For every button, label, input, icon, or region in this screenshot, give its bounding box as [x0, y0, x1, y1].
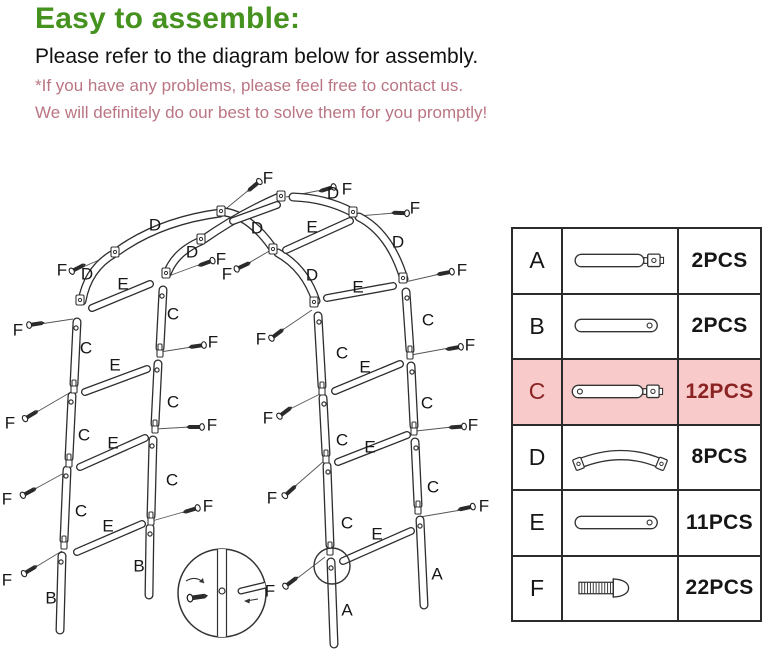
screw-icon [276, 404, 295, 420]
diagram-label-f: F [221, 264, 233, 284]
part-letter: D [513, 426, 563, 492]
screw-icon [186, 424, 204, 431]
screw-icon [26, 319, 45, 328]
diagram-label-f: F [206, 415, 218, 435]
parts-table-row-e [513, 491, 762, 557]
screw-icon [21, 408, 40, 423]
diagram-label-e: E [102, 516, 114, 536]
tube-with-hole-and-connector-icon [566, 371, 674, 413]
diagram-label-f: F [262, 168, 274, 188]
diagram-label-f: F [262, 408, 274, 428]
part-letter: B [513, 295, 563, 361]
diagram-label-b: B [45, 588, 57, 608]
parts-table-row-f [513, 557, 762, 623]
page-title: Easy to assemble: [35, 2, 301, 35]
diagram-label-f: F [266, 488, 278, 508]
diagram-label-f: F [456, 260, 468, 280]
diagram-label-c: C [74, 501, 88, 521]
diagram-label-e: E [371, 524, 383, 544]
diagram-label-e: E [107, 433, 119, 453]
note-line-2: We will definitely do our best to solve them for you promptly! [35, 103, 488, 122]
part-illustration [563, 557, 679, 623]
screw-icon [445, 343, 464, 353]
diagram-label-f: F [255, 329, 267, 349]
part-quantity: 2PCS [679, 295, 762, 361]
diagram-label-c: C [165, 470, 179, 490]
parts-table-row-d [513, 426, 762, 492]
diagram-label-f: F [202, 496, 214, 516]
part-letter: F [513, 557, 563, 623]
diagram-label-e: E [359, 357, 371, 377]
diagram-label-d: D [305, 265, 319, 285]
diagram-label-f: F [464, 335, 476, 355]
diagram-label-f: F [1, 570, 13, 590]
diagram-label-c: C [340, 513, 354, 533]
screw-icon [268, 326, 287, 342]
tube-with-connector-icon [566, 240, 674, 282]
diagram-label-e: E [352, 277, 364, 297]
diagram-label-f: F [207, 332, 219, 352]
assembly-diagram [0, 160, 505, 650]
diagram-label-d: D [80, 264, 94, 284]
screw-icon [457, 503, 476, 513]
diagram-label-c: C [335, 430, 349, 450]
part-illustration [563, 491, 679, 557]
tube-with-hole-icon [566, 305, 674, 347]
diagram-label-c: C [79, 338, 93, 358]
diagram-label-e: E [117, 274, 129, 294]
part-illustration [563, 229, 679, 295]
part-quantity: 8PCS [679, 426, 762, 492]
diagram-label-e: E [306, 217, 318, 237]
screw-icon [448, 423, 467, 431]
part-illustration [563, 360, 679, 426]
diagram-label-f: F [478, 496, 490, 516]
diagram-label-f: F [264, 581, 276, 601]
note-line-1: *If you have any problems, please feel free to contact us. [35, 76, 464, 95]
screw-icon [245, 177, 263, 194]
arch-diagram-svg [0, 160, 505, 650]
diagram-label-f: F [467, 415, 479, 435]
screw-icon [281, 483, 299, 500]
screw-icon [188, 341, 207, 350]
diagram-label-f: F [4, 413, 16, 433]
diagram-label-f: F [56, 260, 68, 280]
part-letter: E [513, 491, 563, 557]
parts-table-row-c [513, 360, 762, 426]
screw-icon [436, 268, 455, 278]
diagram-label-a: A [431, 564, 443, 584]
screw-icon [233, 259, 252, 273]
curved-tube-icon [566, 436, 674, 478]
parts-table-row-b [513, 295, 762, 361]
screw-icon [282, 574, 301, 590]
diagram-label-c: C [77, 425, 91, 445]
screw-icon [391, 209, 409, 216]
diagram-label-c: C [166, 392, 180, 412]
diagram-label-c: C [335, 343, 349, 363]
screw-icon [566, 567, 674, 609]
part-quantity: 2PCS [679, 229, 762, 295]
screw-icon [182, 504, 201, 516]
diagram-label-e: E [109, 355, 121, 375]
diagram-label-d: D [185, 242, 199, 262]
part-quantity: 11PCS [679, 491, 762, 557]
parts-table-row-a [513, 229, 762, 295]
diagram-label-c: C [421, 310, 435, 330]
header [35, 0, 735, 123]
diagram-label-f: F [1, 489, 13, 509]
diagram-label-f: F [12, 320, 24, 340]
diagram-label-f: F [215, 249, 227, 269]
diagram-label-d: D [391, 232, 405, 252]
diagram-label-a: A [341, 600, 353, 620]
screw-icon [197, 257, 216, 269]
diagram-label-e: E [364, 437, 376, 457]
diagram-label-d: D [250, 218, 264, 238]
parts-table [511, 227, 762, 622]
part-illustration [563, 295, 679, 361]
diagram-label-d: D [148, 215, 162, 235]
part-illustration [563, 426, 679, 492]
diagram-label-f: F [341, 179, 353, 199]
part-letter: A [513, 229, 563, 295]
subtitle: Please refer to the diagram below for assembly. [35, 45, 479, 68]
assembly-detail-circle [178, 549, 266, 637]
tube-with-hole-icon [566, 502, 674, 544]
diagram-label-d: D [326, 183, 340, 203]
diagram-label-c: C [420, 393, 434, 413]
part-quantity: 22PCS [679, 557, 762, 623]
part-quantity: 12PCS [679, 360, 762, 426]
diagram-label-f: F [409, 198, 421, 218]
screw-icon [20, 563, 39, 578]
diagram-label-c: C [426, 477, 440, 497]
part-letter: C [513, 360, 563, 426]
diagram-label-b: B [133, 556, 145, 576]
diagram-label-c: C [166, 304, 180, 324]
screw-icon [19, 485, 38, 499]
